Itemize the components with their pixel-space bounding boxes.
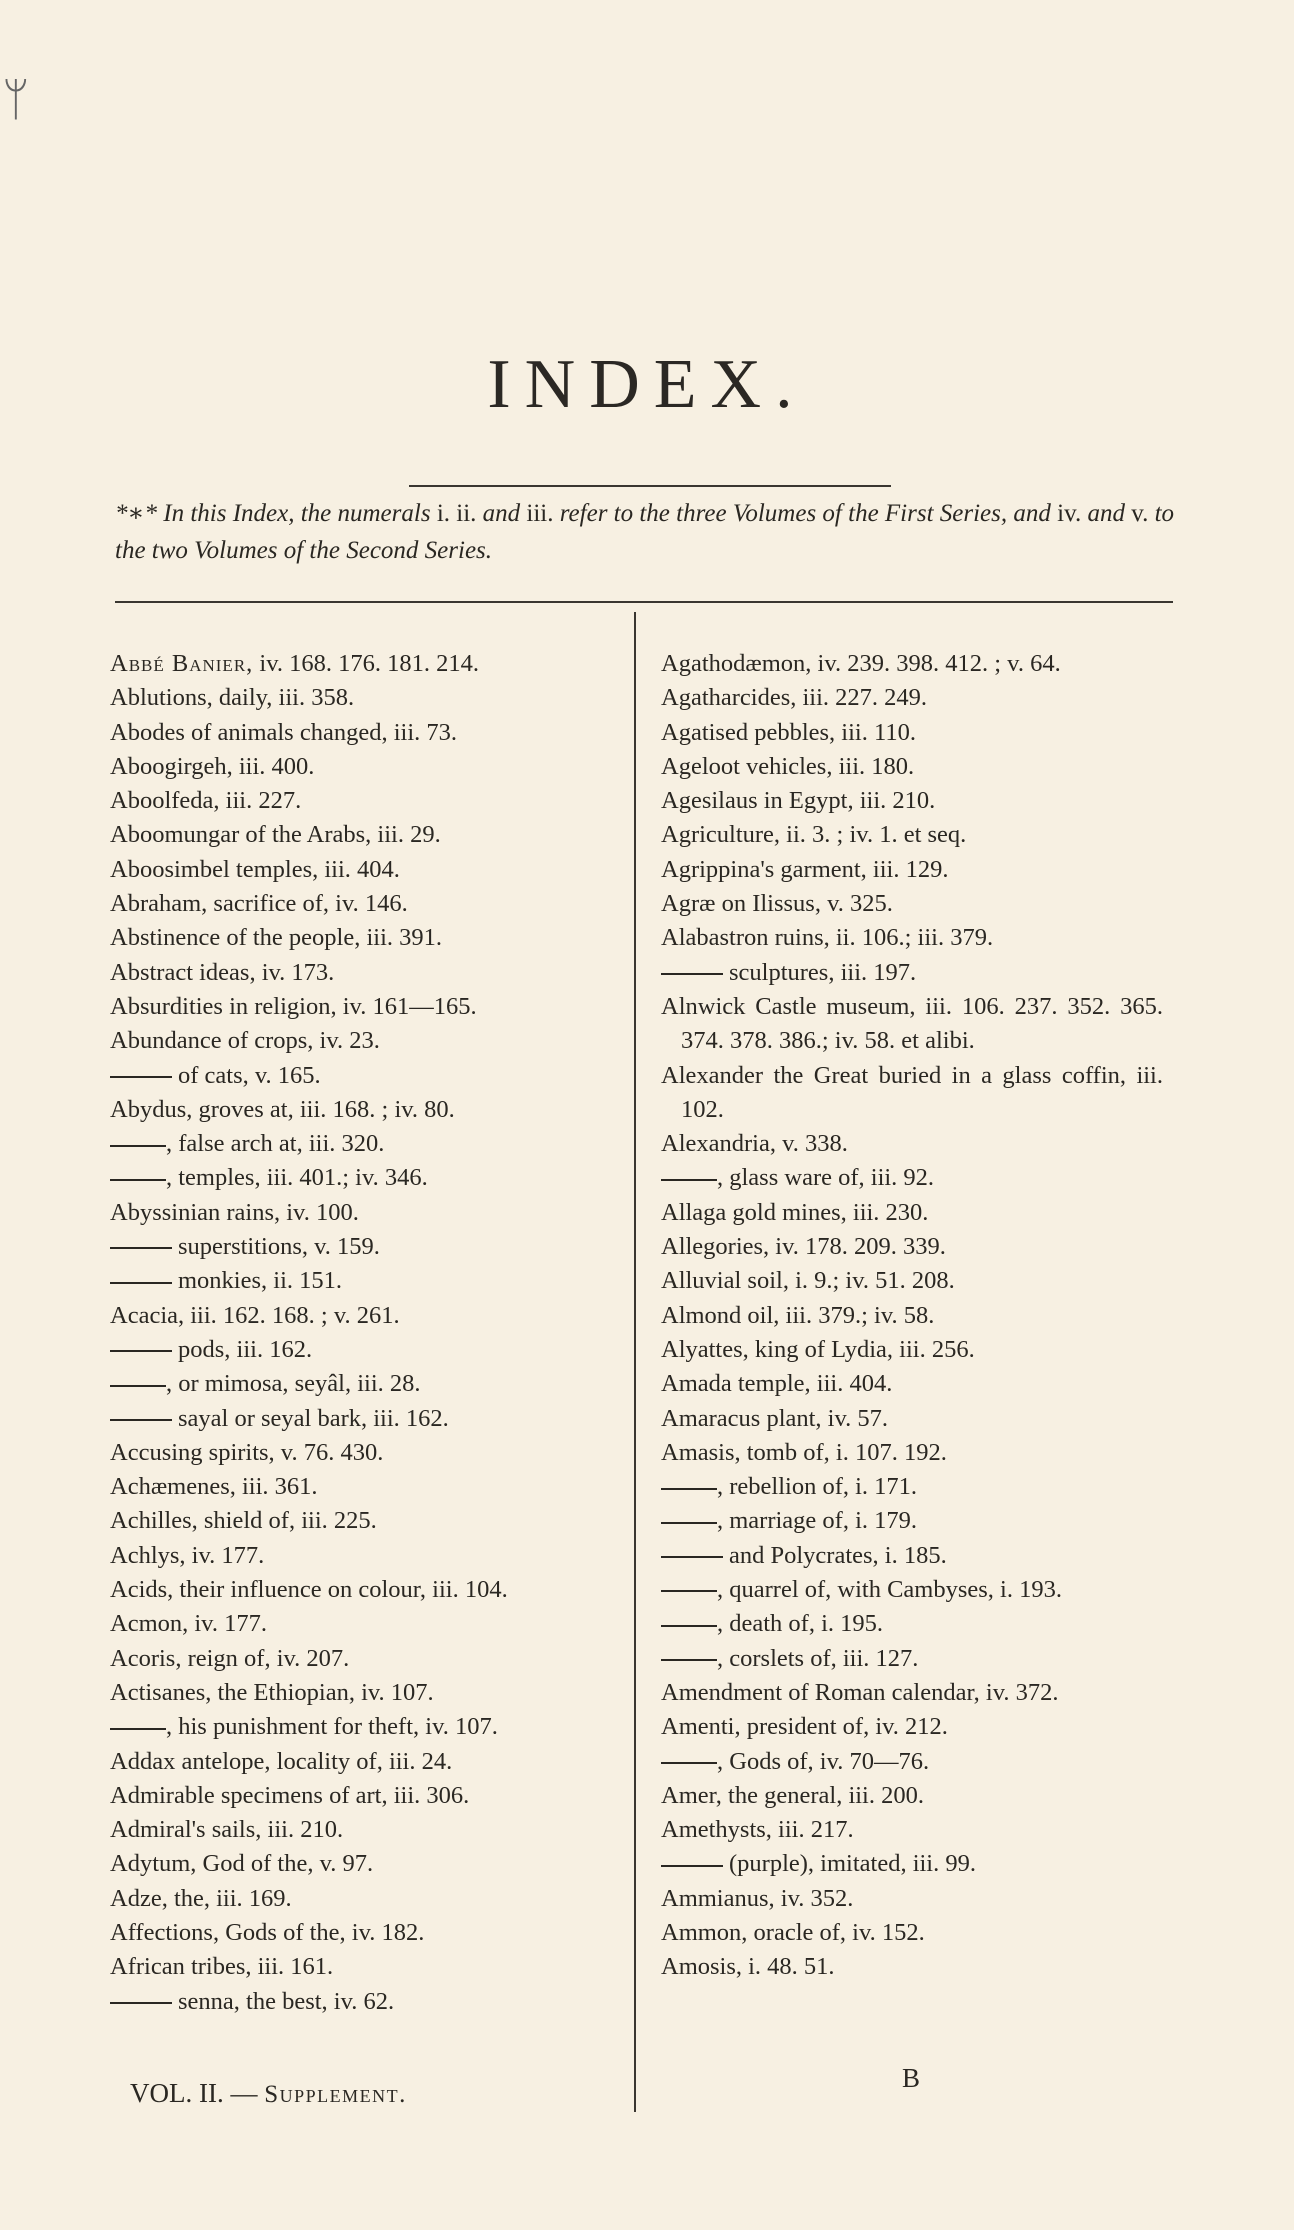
index-entry — [661, 1745, 1163, 1779]
ditto-dash — [110, 1179, 166, 1181]
index-entry — [110, 1676, 610, 1710]
note-roman-3: iv. — [1057, 500, 1082, 527]
entry-text: , quarrel of, with Cambyses, i. 193. — [717, 1576, 1062, 1604]
entry-text: Allaga gold mines, iii. 230. — [661, 1198, 929, 1226]
entry-text: Actisanes, the Ethiopian, iv. 107. — [110, 1678, 434, 1706]
footer-supplement: Supplement. — [264, 2081, 407, 2108]
volume-footer — [130, 2078, 407, 2109]
ditto-dash — [661, 1625, 717, 1627]
entry-text: Aboomungar of the Arabs, iii. 29. — [110, 821, 441, 849]
ditto-dash — [661, 1590, 717, 1592]
index-entry — [110, 1230, 610, 1264]
entry-text: Abstract ideas, iv. 173. — [110, 958, 335, 986]
entry-text: Agriculture, ii. 3. ; iv. 1. et seq. — [661, 821, 967, 849]
rule-under-note — [115, 601, 1173, 603]
index-column-right — [661, 647, 1163, 1985]
ditto-dash — [661, 1762, 717, 1764]
index-entry — [661, 1950, 1163, 1984]
note-text-2: and — [476, 500, 527, 527]
index-entry — [110, 1745, 610, 1779]
entry-text: , corslets of, iii. 127. — [717, 1644, 919, 1672]
entry-text: sculptures, iii. 197. — [729, 958, 917, 986]
entry-text: iv. 168. 176. 181. 214. — [253, 650, 480, 677]
ditto-dash — [661, 1556, 723, 1558]
index-entry — [110, 1573, 610, 1607]
index-note — [115, 495, 1175, 569]
entry-head: Abbé Banier, — [110, 650, 254, 677]
index-column-left — [110, 647, 610, 2019]
index-entry — [661, 1402, 1163, 1436]
entry-text: Aboolfeda, iii. 227. — [110, 787, 302, 815]
index-entry — [110, 1607, 610, 1641]
index-entry — [661, 1539, 1163, 1573]
entry-text: Amada temple, iii. 404. — [661, 1370, 893, 1398]
entry-text: Abydus, groves at, iii. 168. ; iv. 80. — [110, 1095, 455, 1123]
entry-text: , false arch at, iii. 320. — [166, 1130, 385, 1158]
entry-text: Admirable specimens of art, iii. 306. — [110, 1781, 470, 1809]
index-entry — [110, 750, 610, 784]
entry-text: (purple), imitated, iii. 99. — [729, 1850, 976, 1878]
entry-text: Absurdities in religion, iv. 161—165. — [110, 992, 477, 1020]
index-entry — [661, 853, 1163, 887]
entry-text: Ammianus, iv. 352. — [661, 1884, 854, 1912]
ditto-dash — [110, 1282, 172, 1284]
entry-text: Amaracus plant, iv. 57. — [661, 1404, 889, 1432]
index-entry — [110, 1539, 610, 1573]
index-entry — [661, 1847, 1163, 1881]
index-entry — [661, 1607, 1163, 1641]
index-entry — [110, 1024, 610, 1058]
index-entry — [110, 1402, 610, 1436]
ditto-dash — [661, 1488, 717, 1490]
ditto-dash — [110, 1419, 172, 1421]
index-entry — [110, 990, 610, 1024]
ditto-dash — [661, 1179, 717, 1181]
index-entry — [110, 956, 610, 990]
entry-text: Agatharcides, iii. 227. 249. — [661, 684, 928, 712]
note-text-3: refer to the three Volumes of the First Series, and — [553, 500, 1058, 527]
index-entry — [110, 1059, 610, 1093]
entry-text: Amethysts, iii. 217. — [661, 1816, 854, 1844]
entry-text: Abyssinian rains, iv. 100. — [110, 1198, 359, 1226]
ditto-dash — [661, 1522, 717, 1524]
index-entry — [661, 681, 1163, 715]
index-entry — [110, 818, 610, 852]
entry-text: Abstinence of the people, iii. 391. — [110, 924, 443, 952]
entry-text: sayal or seyal bark, iii. 162. — [178, 1404, 449, 1432]
entry-text: , marriage of, i. 179. — [717, 1507, 918, 1535]
ditto-dash — [661, 973, 723, 975]
index-entry — [110, 1950, 610, 1984]
entry-text: Achæmenes, iii. 361. — [110, 1473, 318, 1501]
index-entry — [661, 1882, 1163, 1916]
index-entry — [110, 853, 610, 887]
entry-text: Ageloot vehicles, iii. 180. — [661, 752, 915, 780]
index-entry — [110, 887, 610, 921]
rule-under-title — [409, 485, 891, 487]
index-entry — [110, 1813, 610, 1847]
entry-text: senna, the best, iv. 62. — [178, 1987, 395, 2015]
index-entry — [661, 887, 1163, 921]
index-entry — [110, 1847, 610, 1881]
entry-text: and Polycrates, i. 185. — [729, 1541, 947, 1569]
entry-text: Alexandria, v. 338. — [661, 1130, 848, 1158]
entry-text: Accusing spirits, v. 76. 430. — [110, 1438, 384, 1466]
entry-text: Abundance of crops, iv. 23. — [110, 1027, 380, 1055]
index-entry — [661, 1813, 1163, 1847]
entry-text: Agrippina's garment, iii. 129. — [661, 855, 949, 883]
entry-text: Alnwick Castle museum, iii. 106. 237. 352. 365. 374. 378. 386.; iv. 58. et alibi. — [661, 992, 1163, 1055]
index-entry — [661, 921, 1163, 955]
index-entry — [661, 1059, 1163, 1128]
entry-text: , or mimosa, seyâl, iii. 28. — [166, 1370, 421, 1398]
note-text-5: to the two Volumes of the Second Series. — [115, 500, 1175, 564]
entry-text: Aboosimbel temples, iii. 404. — [110, 855, 400, 883]
index-entry — [661, 1299, 1163, 1333]
index-entry — [110, 1333, 610, 1367]
note-roman-2: iii. — [526, 500, 554, 527]
entry-text: Achilles, shield of, iii. 225. — [110, 1507, 377, 1535]
index-entry — [110, 1882, 610, 1916]
entry-text: Admiral's sails, iii. 210. — [110, 1816, 344, 1844]
ditto-dash — [110, 1350, 172, 1352]
index-entry — [110, 1470, 610, 1504]
ditto-dash — [110, 2002, 172, 2004]
index-entry — [110, 647, 610, 681]
index-entry — [110, 1196, 610, 1230]
index-entry — [661, 818, 1163, 852]
entry-text: pods, iii. 162. — [178, 1335, 313, 1363]
entry-text: Amasis, tomb of, i. 107. 192. — [661, 1438, 947, 1466]
signature-mark: B — [902, 2063, 921, 2093]
entry-text: superstitions, v. 159. — [178, 1233, 380, 1261]
index-entry — [110, 1779, 610, 1813]
index-entry — [661, 1573, 1163, 1607]
entry-text: Amenti, president of, iv. 212. — [661, 1713, 948, 1741]
index-entry — [110, 1642, 610, 1676]
entry-text: Alluvial soil, i. 9.; iv. 51. 208. — [661, 1267, 955, 1295]
entry-text: of cats, v. 165. — [178, 1061, 321, 1089]
index-entry — [661, 784, 1163, 818]
ditto-dash — [661, 1659, 717, 1661]
entry-text: Adytum, God of the, v. 97. — [110, 1850, 374, 1878]
index-entry — [110, 1264, 610, 1298]
ditto-dash — [110, 1728, 166, 1730]
entry-text: , rebellion of, i. 171. — [717, 1473, 918, 1501]
index-entry — [110, 921, 610, 955]
entry-text: , his punishment for theft, iv. 107. — [166, 1713, 498, 1741]
entry-text: , temples, iii. 401.; iv. 346. — [166, 1164, 428, 1192]
index-entry — [661, 1333, 1163, 1367]
index-entry — [661, 1196, 1163, 1230]
entry-text: Agatised pebbles, iii. 110. — [661, 718, 916, 746]
entry-text: Agathodæmon, iv. 239. 398. 412. ; v. 64. — [661, 650, 1061, 677]
entry-text: Ammon, oracle of, iv. 152. — [661, 1918, 925, 1946]
index-entry — [661, 1676, 1163, 1710]
entry-text: Acacia, iii. 162. 168. ; v. 261. — [110, 1301, 400, 1329]
entry-text: , death of, i. 195. — [717, 1610, 884, 1638]
index-entry — [661, 1504, 1163, 1538]
index-entry — [661, 1642, 1163, 1676]
entry-text: Agræ on Ilissus, v. 325. — [661, 890, 893, 918]
index-entry — [661, 990, 1163, 1059]
index-entry — [661, 1161, 1163, 1195]
entry-text: Agesilaus in Egypt, iii. 210. — [661, 787, 936, 815]
note-roman-1: i. ii. — [436, 500, 477, 527]
note-text-4: and — [1081, 500, 1132, 527]
index-entry — [661, 1264, 1163, 1298]
index-entry — [661, 647, 1163, 681]
ditto-dash — [110, 1247, 172, 1249]
entry-text: Ablutions, daily, iii. 358. — [110, 684, 355, 712]
ditto-dash — [661, 1865, 723, 1867]
entry-text: Abraham, sacrifice of, iv. 146. — [110, 890, 408, 918]
index-entry — [110, 1161, 610, 1195]
index-entry — [110, 716, 610, 750]
entry-text: Achlys, iv. 177. — [110, 1541, 265, 1569]
index-entry — [661, 1436, 1163, 1470]
entry-text: Amer, the general, iii. 200. — [661, 1781, 924, 1809]
entry-text: , Gods of, iv. 70—76. — [717, 1747, 930, 1775]
entry-text: Addax antelope, locality of, iii. 24. — [110, 1747, 453, 1775]
index-entry — [661, 1127, 1163, 1161]
index-entry — [661, 1916, 1163, 1950]
entry-text: Alabastron ruins, ii. 106.; iii. 379. — [661, 924, 994, 952]
ditto-dash — [110, 1385, 166, 1387]
note-text-1: In this Index, the numerals — [157, 500, 437, 527]
entry-text: Aboogirgeh, iii. 400. — [110, 752, 315, 780]
entry-text: Allegories, iv. 178. 209. 339. — [661, 1233, 946, 1261]
entry-text: Amosis, i. 48. 51. — [661, 1953, 835, 1981]
index-entry — [110, 1504, 610, 1538]
corner-mark: ᛘ — [2, 72, 30, 126]
index-entry — [661, 956, 1163, 990]
index-entry — [661, 1367, 1163, 1401]
index-entry — [661, 1230, 1163, 1264]
entry-text: Alexander the Great buried in a glass coffin, iii. 102. — [661, 1061, 1163, 1123]
index-entry — [110, 1710, 610, 1744]
entry-text: Acmon, iv. 177. — [110, 1610, 267, 1638]
ditto-dash — [110, 1076, 172, 1078]
index-entry — [110, 1985, 610, 2019]
entry-text: Affections, Gods of the, iv. 182. — [110, 1918, 425, 1946]
entry-text: Almond oil, iii. 379.; iv. 58. — [661, 1301, 935, 1329]
index-entry — [661, 716, 1163, 750]
index-entry — [110, 1916, 610, 1950]
index-entry — [110, 1436, 610, 1470]
index-entry — [110, 784, 610, 818]
entry-text: Adze, the, iii. 169. — [110, 1884, 292, 1912]
entry-text: African tribes, iii. 161. — [110, 1953, 334, 1981]
index-entry — [661, 1710, 1163, 1744]
index-entry — [661, 1779, 1163, 1813]
entry-text: , glass ware of, iii. 92. — [717, 1164, 935, 1192]
ditto-dash — [110, 1145, 166, 1147]
index-entry — [110, 681, 610, 715]
entry-text: monkies, ii. 151. — [178, 1267, 343, 1295]
entry-text: Amendment of Roman calendar, iv. 372. — [661, 1678, 1059, 1706]
index-entry — [110, 1127, 610, 1161]
entry-text: Acoris, reign of, iv. 207. — [110, 1644, 350, 1672]
index-entry — [110, 1093, 610, 1127]
index-entry — [661, 1470, 1163, 1504]
index-entry — [661, 750, 1163, 784]
note-roman-4: v. — [1131, 500, 1149, 527]
page-title: INDEX. — [487, 346, 807, 423]
column-separator — [634, 612, 636, 2112]
entry-text: Acids, their influence on colour, iii. 104. — [110, 1576, 508, 1604]
index-entry — [110, 1367, 610, 1401]
footer-volume: VOL. II. — — [130, 2078, 265, 2108]
index-entry — [110, 1299, 610, 1333]
entry-text: Abodes of animals changed, iii. 73. — [110, 718, 458, 746]
entry-text: Alyattes, king of Lydia, iii. 256. — [661, 1335, 975, 1363]
note-asterisks: *∗* — [115, 500, 157, 527]
